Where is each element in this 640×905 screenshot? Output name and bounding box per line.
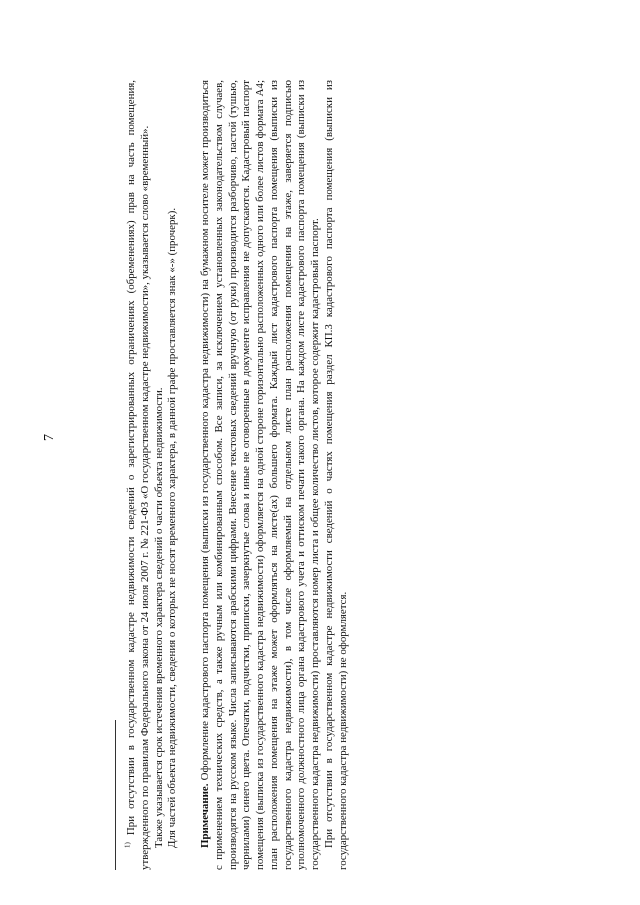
footnote-line-3: Для частей объекта недвижимости, сведения о которых не носят временного характера, в данной графе проставляется знак «-» (прочерк). <box>166 207 179 848</box>
note-label: Примечание. <box>199 783 211 848</box>
footnote-marker: 1) <box>123 842 132 848</box>
page-content <box>115 80 350 870</box>
footnote-text: При отсутствии в государственном кадастре недвижимости сведений о зарегистрированных ограничениях (обременениях) прав на часть помещения, утвержденного по правилам Федерального закона от 24 июля 2007 г. № 221-ФЗ «О государственном кадастре недвижимости», указывается слово «временный». <box>125 80 151 870</box>
footnote-line-2: Также указывается срок истечения временного характера сведений о части объекта недвижимости. <box>152 387 165 848</box>
footnote-paragraph <box>125 80 153 870</box>
note-paragraph-2: При отсутствии в государственном кадастре недвижимости сведений о частях помещения раздел КП.3 кадастрового паспорта помещения (выписки из государственного кадастра недвижимости) не оформляется. <box>322 80 349 870</box>
note-text: Оформление кадастрового паспорта помещения (выписки из государственного кадастра недвижимости) на бумажном носителе может производиться с применением технических средств, а также ручным или комбинированным способом. Все записи, за исключением установленных законодательством случаев, производятся на русском языке. Числа записываются арабскими цифрами. Внесение текстовых сведений вручную (от руки) производится разборчиво, пастой (тушью, чернилами) синего цвета. Опечатки, подчистки, приписки, зачеркнутые слова и иные не оговоренные в документе исправления не допускаются. Кадастровый паспорт помещения (выписка из государственного кадастра недвижимости) оформляется на одной стороне горизонтально расположенных одного или более листов формата А4; план расположения помещения на этаже может оформляться на листе(ах) большего формата. Каждый лист кадастрового паспорта помещения (выписки из государственного кадастра недвижимости), в том числе оформляемый на отдельном листе план расположения помещения на этаже, заверяется подписью уполномоченного должностного лица органа кадастрового учета и оттиском печати такого органа. На каждом листе кадастрового паспорта помещения (выписки из государственного кадастра недвижимости) проставляются номер листа и общее количество листов, которое содержит кадастровый паспорт. <box>199 80 321 870</box>
section-gap <box>180 80 199 870</box>
page-number: 7 <box>42 434 57 441</box>
footnote-divider <box>115 720 116 870</box>
note-paragraph <box>199 80 323 870</box>
